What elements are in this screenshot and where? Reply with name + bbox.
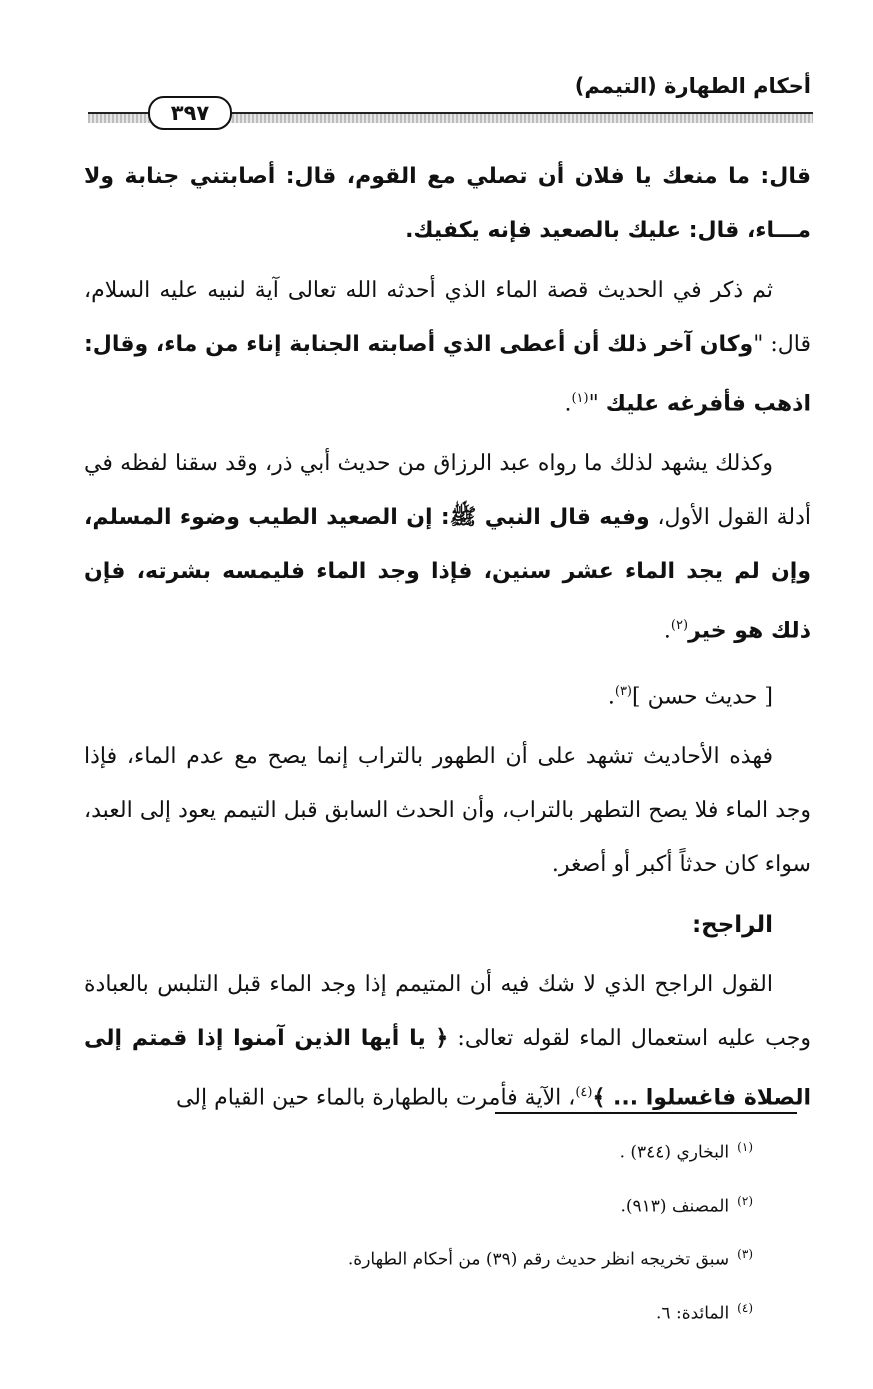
footnote-text: البخاري (٣٤٤) .: [619, 1142, 730, 1163]
paragraph-text: وكذلك يشهد لذلك ما رواه عبد الرزاق من حديث أبي ذر، وقد سقنا لفظه في أدلة القول الأول،: [84, 451, 811, 531]
quote-close: ": [588, 391, 606, 417]
paragraph-text: ، الآية فأمرت بالطهارة بالماء حين القيام إلى: [175, 1085, 576, 1111]
quran-verse: ﴿ يا أيها الذين آمنوا إذا قمتم إلى الصلاة فاغسلوا ... ﴾: [84, 1025, 811, 1111]
paragraph-text: ثم ذكر في الحديث قصة الماء الذي أحدثه الله تعالى آية لنبيه عليه السلام، قال: ": [84, 278, 811, 357]
paragraph-hadith-quote: قال: ما منعك يا فلان أن تصلي مع القوم، قال: أصابتني جنابة ولا مـــاء، قال: عليك بالصعيد فإنه يكفيك.: [84, 164, 811, 243]
footnote-text: المصنف (٩١٣).: [620, 1196, 730, 1217]
footnote-number: (١): [737, 1140, 753, 1154]
hadith-quote: وفيه قال النبي ﷺ: إن الصعيد الطيب وضوء المسلم، وإن لم يجد الماء عشر سنين، فإذا وجد الماء فليمسه بشرته، فإن ذلك هو خير: [84, 505, 811, 644]
paragraph-abdulrazzaq: وكذلك يشهد لذلك ما رواه عبد الرزاق من حديث أبي ذر، وقد سقنا لفظه في أدلة القول الأول، وفيه قال النبي ﷺ: إن الصعيد الطيب وضوء المسلم، وإن لم يجد الماء عشر سنين، فإذا وجد الماء فليمسه بشرته، فإن ذلك هو خير$^{(٢)}$.: [84, 451, 811, 644]
footnote-ref: (٣): [614, 683, 632, 699]
body-text: [84, 150, 811, 1131]
footnote-item: [84, 1289, 753, 1333]
footnote-text: المائدة: ٦.: [656, 1303, 730, 1324]
footnote-item: [84, 1128, 753, 1172]
footnote-ref: (٢): [670, 618, 689, 634]
section-heading: الراجح:: [691, 911, 773, 938]
paragraph-preferred-opinion: [84, 958, 811, 1125]
footnote-number: (٣): [737, 1247, 753, 1262]
page-number: ٣٩٧: [148, 96, 232, 130]
footnote-ref: (٤): [575, 1084, 593, 1100]
footnote-item: [84, 1182, 753, 1226]
running-title: أحكام الطهارة (التيمم): [574, 74, 811, 98]
footnote-divider: [495, 1112, 797, 1114]
paragraph-text: القول الراجح الذي لا شك فيه أن المتيمم إذا وجد الماء قبل التلبس بالعبادة وجب عليه استعمال الماء لقوله تعالى:: [84, 971, 811, 1051]
footnote-number: (٤): [737, 1300, 753, 1315]
paragraph-grading: [ حديث حسن ]$^{(٣)}$.: [607, 683, 773, 709]
footnote-number: (٢): [737, 1193, 753, 1208]
footnote-item: [84, 1235, 753, 1279]
grading-text: [ حديث حسن ]: [632, 683, 773, 709]
footnote-text: سبق تخريجه انظر حديث رقم (٣٩) من أحكام الطهارة.: [347, 1249, 730, 1270]
paragraph-story: ثم ذكر في الحديث قصة الماء الذي أحدثه الله تعالى آية لنبيه عليه السلام، قال: "وكان آخر ذلك أن أعطى الذي أصابته الجنابة إناء من ماء، وقال: اذهب فأفرغه عليك "$^{(١)}$.: [84, 278, 811, 417]
hadith-quote: وكان آخر ذلك أن أعطى الذي أصابته الجنابة إناء من ماء، وقال: اذهب فأفرغه عليك: [84, 332, 811, 417]
footnotes: [84, 1128, 753, 1343]
paragraph-conclusion: فهذه الأحاديث تشهد على أن الطهور بالتراب إنما يصح مع عدم الماء، فإذا وجد الماء فلا يصح التطهر بالتراب، وأن الحدث السابق قبل التيمم يعود إلى العبد، سواء كان حدثاً أكبر أو أصغر.: [84, 743, 811, 877]
footnote-ref: (١): [571, 391, 589, 406]
